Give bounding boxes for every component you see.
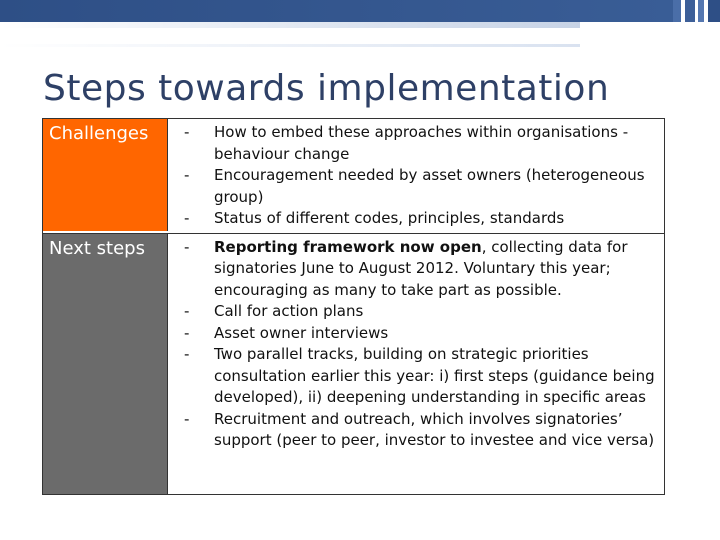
bullet-dash: - [184, 237, 190, 256]
row-label-next-steps: Next steps [43, 234, 168, 494]
item-bold-text: Reporting framework now open [214, 237, 482, 256]
list-item [184, 323, 660, 345]
item-text: Status of different codes, principles, standards [214, 209, 565, 227]
slide-title: Steps towards implementation [43, 68, 610, 109]
item-text: Two parallel tracks, building on strategic priorities consultation earlier this year: i) first steps (guidance being developed), ii) deepening understanding in specific areas [214, 345, 655, 406]
list-item [184, 122, 660, 165]
row-label-challenges: Challenges [43, 119, 168, 231]
header-underline [0, 22, 580, 28]
bullet-dash: - [184, 323, 190, 342]
item-text: Recruitment and outreach, which involves signatories’ support (peer to peer, investor to investee and vice versa) [214, 409, 655, 449]
list-item [184, 165, 660, 208]
header-stripes [673, 0, 720, 22]
steps-table [42, 118, 665, 495]
row-content-challenges [168, 119, 664, 233]
list-item [184, 301, 660, 323]
bullet-dash: - [184, 209, 190, 227]
bullet-dash: - [184, 302, 190, 320]
bullet-dash: - [184, 409, 190, 428]
item-text: How to embed these approaches within organisations - behaviour change [214, 123, 629, 163]
header-bar [0, 0, 720, 22]
header-underline-secondary [0, 44, 580, 47]
table-row-challenges [43, 119, 664, 233]
item-text: Asset owner interviews [214, 323, 389, 342]
item-text: , collecting data for signatories June to August 2012. Voluntary this year; encouraging as many to take part as possible. [214, 237, 628, 299]
list-item [184, 344, 660, 409]
bullet-dash: - [184, 345, 190, 363]
list-item [184, 409, 660, 452]
row-content-next-steps [168, 234, 664, 494]
bullet-dash: - [184, 123, 190, 141]
list-item [184, 237, 660, 302]
bullet-dash: - [184, 166, 190, 184]
list-item [184, 208, 660, 230]
item-text: Encouragement needed by asset owners (heterogeneous group) [214, 166, 645, 206]
table-row-next-steps [43, 233, 664, 494]
item-text: Call for action plans [214, 302, 364, 320]
